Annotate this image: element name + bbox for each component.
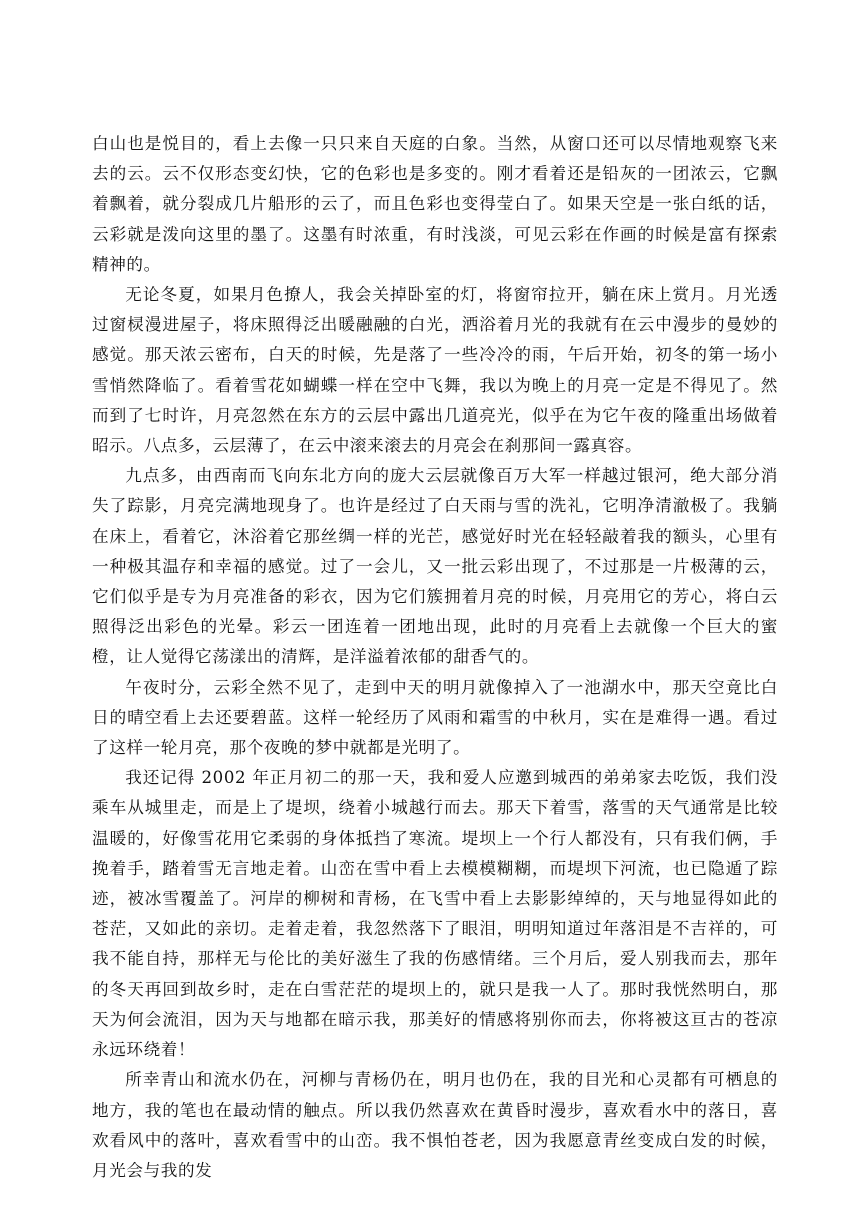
paragraph-3: 九点多，由西南而飞向东北方向的庞大云层就像百万大军一样越过银河，绝大部分消失了踪影，月亮完满地现身了。也许是经过了白天雨与雪的洗礼，它明净清澈极了。我躺在床上，看着它，沐浴着它那丝绸一样的光芒，感觉好时光在轻轻敲着我的额头，心里有一种极其温存和幸福的感觉。过了一会儿，又一批云彩出现了，不过那是一片极薄的云，它们似乎是专为月亮准备的彩衣，因为它们簇拥着月亮的时候，月亮用它的芳心，将白云照得泛出彩色的光晕。彩云一团连着一团地出现，此时的月亮看上去就像一个巨大的蜜橙，让人觉得它荡漾出的清辉，是洋溢着浓郁的甜香气的。: [92, 466, 778, 667]
paragraph-4: 午夜时分，云彩全然不见了，走到中天的明月就像掉入了一池湖水中，那天空竟比白日的晴空看上去还要碧蓝。这样一轮经历了风雨和霜雪的中秋月，实在是难得一遇。看过了这样一轮月亮，那个夜晚的梦中就都是光明了。: [92, 677, 778, 758]
paragraph-1: 白山也是悦目的，看上去像一只只来自天庭的白象。当然，从窗口还可以尽情地观察飞来去的云。云不仅形态变幻快，它的色彩也是多变的。刚才看着还是铅灰的一团浓云，它飘着飘着，就分裂成几片船形的云了，而且色彩也变得莹白了。如果天空是一张白纸的话，云彩就是泼向这里的墨了。这墨有时浓重，有时浅淡，可见云彩在作画的时候是富有探索精神的。: [92, 134, 778, 274]
paragraph-6: 所幸青山和流水仍在，河柳与青杨仍在，明月也仍在，我的目光和心灵都有可栖息的地方，我的笔也在最动情的触点。所以我仍然喜欢在黄昏时漫步，喜欢看水中的落日，喜欢看风中的落叶，喜欢看雪中的山峦。我不惧怕苍老，因为我愿意青丝变成白发的时候，月光会与我的发: [92, 1070, 778, 1180]
article-body: [92, 129, 778, 1186]
paragraph-2: 无论冬夏，如果月色撩人，我会关掉卧室的灯，将窗帘拉开，躺在床上赏月。月光透过窗棂漫进屋子，将床照得泛出暖融融的白光，洒浴着月光的我就有在云中漫步的曼妙的感觉。那天浓云密布，白天的时候，先是落了一些冷冷的雨，午后开始，初冬的第一场小雪悄然降临了。看着雪花如蝴蝶一样在空中飞舞，我以为晚上的月亮一定是不得见了。然而到了七时许，月亮忽然在东方的云层中露出几道亮光，似乎在为它午夜的隆重出场做着昭示。八点多，云层薄了，在云中滚来滚去的月亮会在刹那间一露真容。: [92, 285, 778, 456]
paragraph-5: 我还记得 2002 年正月初二的那一天，我和爱人应邀到城西的弟弟家去吃饭，我们没乘车从城里走，而是上了堤坝，绕着小城越行而去。那天下着雪，落雪的天气通常是比较温暖的，好像雪花用它柔弱的身体抵挡了寒流。堤坝上一个行人都没有，只有我们俩，手挽着手，踏着雪无言地走着。山峦在雪中看上去模模糊糊，而堤坝下河流，也已隐遁了踪迹，被冰雪覆盖了。河岸的柳树和青杨，在飞雪中看上去影影绰绰的，天与地显得如此的苍茫，又如此的亲切。走着走着，我忽然落下了眼泪，明明知道过年落泪是不吉祥的，可我不能自持，那样无与伦比的美好滋生了我的伤感情绪。三个月后，爱人别我而去，那年的冬天再回到故乡时，走在白雪茫茫的堤坝上的，就只是我一人了。那时我恍然明白，那天为何会流泪，因为天与地都在暗示我，那美好的情感将别你而去，你将被这亘古的苍凉永远环绕着！: [92, 768, 778, 1060]
